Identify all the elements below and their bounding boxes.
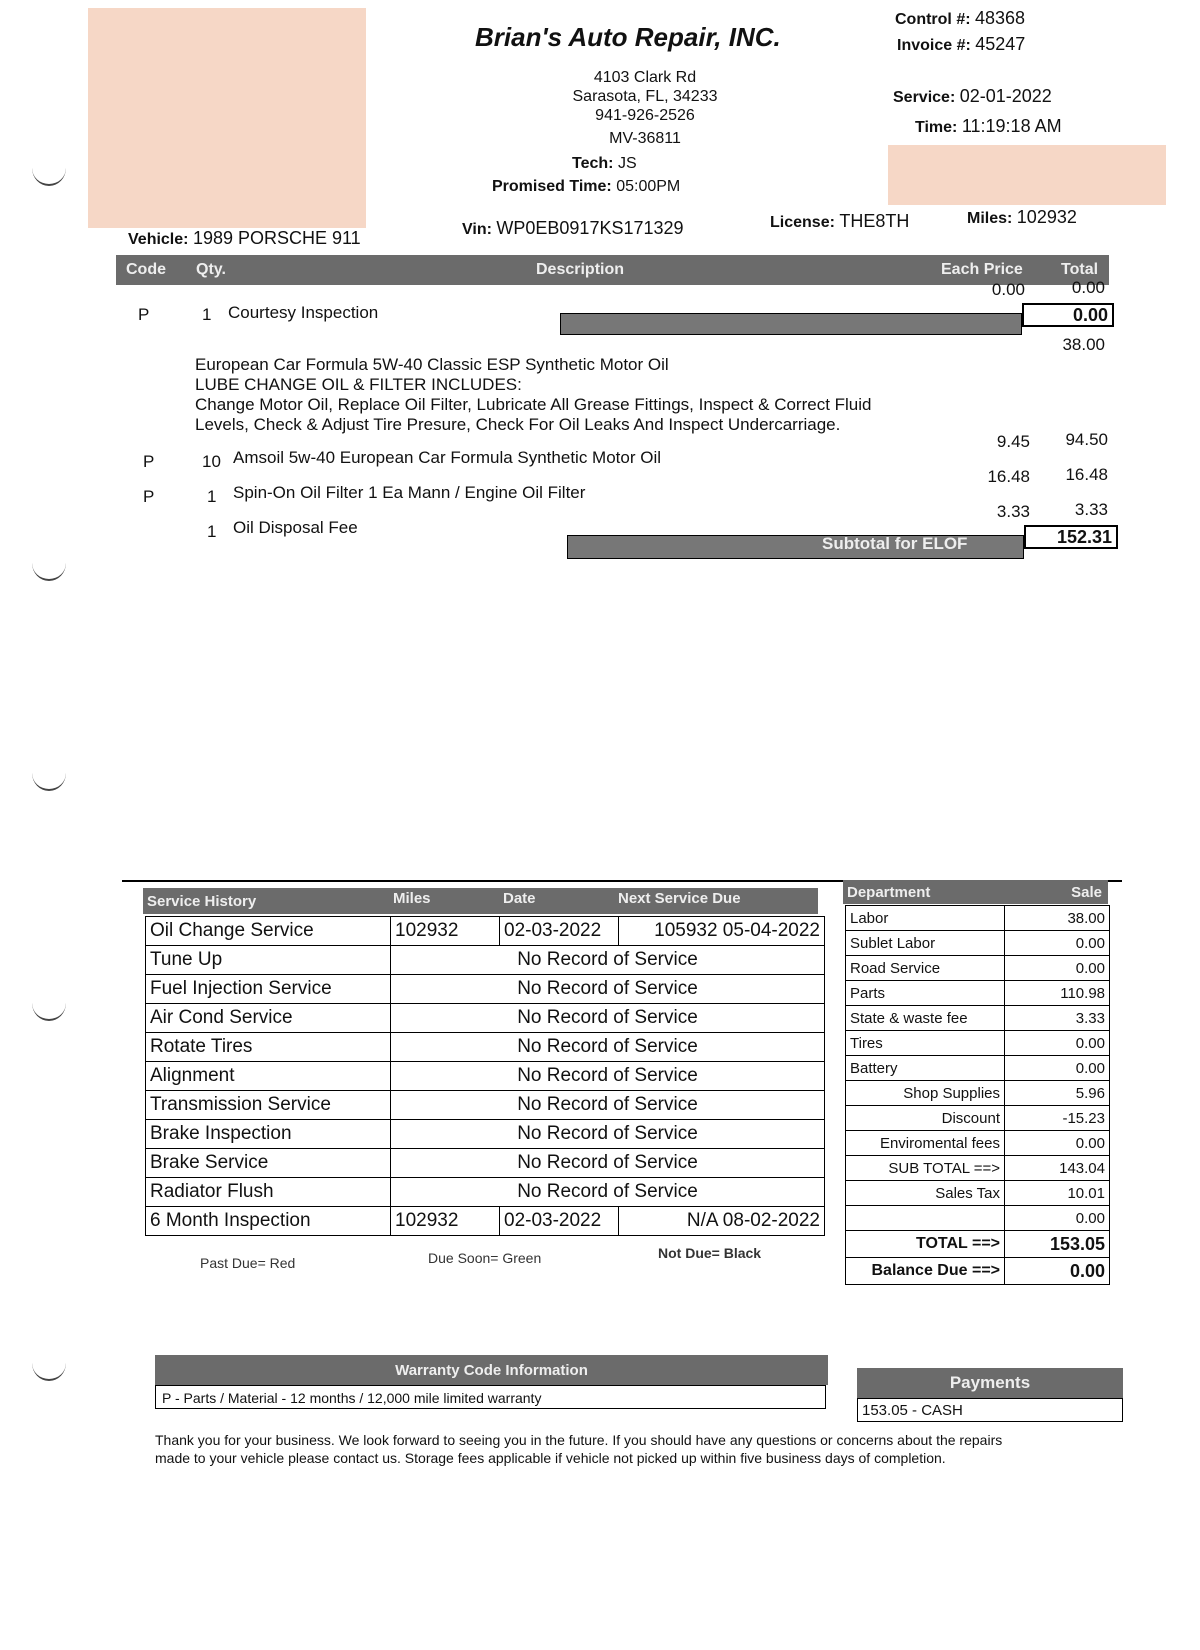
dept-name: Sublet Labor <box>846 931 1005 956</box>
item-desc: Oil Disposal Fee <box>233 518 358 537</box>
job-line-2: LUBE CHANGE OIL & FILTER INCLUDES: <box>195 375 522 394</box>
job-line-3: Change Motor Oil, Replace Oil Filter, Lubricate All Grease Fittings, Inspect & Correct Fluid <box>195 395 872 414</box>
legend-not-due: Not Due= Black <box>658 1245 762 1261</box>
warranty-header <box>155 1355 828 1385</box>
hist-name: 6 Month Inspection <box>146 1207 391 1236</box>
shop-name: Brian's Auto Repair, INC. <box>475 22 781 52</box>
balance-label: Balance Due ==> <box>846 1258 1005 1285</box>
item-desc: Spin-On Oil Filter 1 Ea Mann / Engine Oil Filter <box>233 483 586 502</box>
vin: Vin: WP0EB0917KS171329 <box>462 218 684 238</box>
line-total: 0.00 <box>1071 278 1105 297</box>
item-total: 16.48 <box>1065 465 1108 484</box>
hist-date: 02-03-2022 <box>500 917 619 946</box>
hist-name: Oil Change Service <box>146 917 391 946</box>
line-each: 0.00 <box>991 280 1025 299</box>
vehicle: Vehicle: 1989 PORSCHE 911 <box>128 228 361 248</box>
department-table <box>845 905 1110 1285</box>
miles: Miles: 102932 <box>967 207 1077 227</box>
dept-sale: 143.04 <box>1005 1156 1110 1181</box>
hist-none: No Record of Service <box>391 1062 825 1091</box>
table-row <box>146 1033 825 1062</box>
payments-title: Payments <box>949 1373 1031 1392</box>
redacted-customer-block <box>88 8 366 228</box>
table-row <box>846 1056 1110 1081</box>
dept-name: Tires <box>846 1031 1005 1056</box>
punch-hole <box>32 150 66 186</box>
invoice-number: Invoice #: 45247 <box>897 34 1026 54</box>
table-row <box>146 946 825 975</box>
dept-col-dept: Department <box>847 884 931 901</box>
hist-none: No Record of Service <box>391 1178 825 1207</box>
subtotal-value: 152.31 <box>1024 525 1118 549</box>
line-subtotal: 0.00 <box>1022 303 1114 327</box>
hist-next: N/A 08-02-2022 <box>619 1207 825 1236</box>
hist-none: No Record of Service <box>391 1120 825 1149</box>
payments-text-box <box>857 1398 1123 1422</box>
table-row <box>146 1062 825 1091</box>
table-row <box>146 1207 825 1236</box>
dept-sale: 110.98 <box>1005 981 1110 1006</box>
warranty-text-box <box>155 1385 826 1409</box>
address-line-1: 4103 Clark Rd <box>593 69 697 86</box>
service-history-header <box>143 888 818 914</box>
table-row <box>146 1178 825 1207</box>
line-subtotal-bar <box>560 313 1022 335</box>
table-row <box>846 1081 1110 1106</box>
total-row <box>846 1231 1110 1258</box>
item-each: 9.45 <box>996 432 1030 451</box>
hist-col-name: Service History <box>147 893 257 910</box>
hist-col-next: Next Service Due <box>618 890 741 907</box>
table-row <box>846 1031 1110 1056</box>
hist-none: No Record of Service <box>391 1033 825 1062</box>
balance-row <box>846 1258 1110 1285</box>
hist-none: No Record of Service <box>391 1004 825 1033</box>
hist-name: Air Cond Service <box>146 1004 391 1033</box>
table-row <box>846 1156 1110 1181</box>
item-qty: 10 <box>202 452 221 471</box>
service-history-table <box>145 916 825 1236</box>
dept-sale: 0.00 <box>1005 956 1110 981</box>
dept-sale: 0.00 <box>1005 931 1110 956</box>
dept-sale: 38.00 <box>1005 906 1110 931</box>
table-row <box>846 1206 1110 1231</box>
total-value: 153.05 <box>1005 1231 1110 1258</box>
item-desc: Amsoil 5w-40 European Car Formula Synthetic Motor Oil <box>233 448 661 467</box>
col-description: Description <box>536 261 625 278</box>
table-row <box>846 956 1110 981</box>
hist-col-miles: Miles <box>393 890 431 907</box>
table-row <box>146 975 825 1004</box>
dept-name: Battery <box>846 1056 1005 1081</box>
warranty-title: Warranty Code Information <box>395 1362 588 1379</box>
license: License: THE8TH <box>770 211 910 231</box>
punch-hole <box>32 545 66 581</box>
warranty-text: P - Parts / Material - 12 months / 12,000 mile limited warranty <box>162 1390 542 1406</box>
item-code: P <box>143 487 155 506</box>
hist-none: No Record of Service <box>391 975 825 1004</box>
line-desc: Courtesy Inspection <box>228 303 379 322</box>
hist-name: Transmission Service <box>146 1091 391 1120</box>
hist-none: No Record of Service <box>391 946 825 975</box>
line-qty: 1 <box>202 305 212 324</box>
dept-name: Sales Tax <box>846 1181 1005 1206</box>
hist-name: Radiator Flush <box>146 1178 391 1207</box>
hist-name: Tune Up <box>146 946 391 975</box>
table-row <box>846 1131 1110 1156</box>
job-line-4: Levels, Check & Adjust Tire Presure, Check For Oil Leaks And Inspect Undercarriage. <box>195 415 841 434</box>
dept-sale: 5.96 <box>1005 1081 1110 1106</box>
shop-phone: 941-926-2526 <box>595 107 695 124</box>
mv-number: MV-36811 <box>609 130 681 147</box>
redacted-customer-contact <box>888 145 1166 205</box>
service-date: Service: 02-01-2022 <box>893 86 1052 106</box>
dept-name: Labor <box>846 906 1005 931</box>
hist-name: Brake Inspection <box>146 1120 391 1149</box>
dept-name: State & waste fee <box>846 1006 1005 1031</box>
dept-sale: -15.23 <box>1005 1106 1110 1131</box>
dept-sale: 0.00 <box>1005 1056 1110 1081</box>
table-row <box>846 906 1110 931</box>
promised-time: Promised Time: 05:00PM <box>492 178 681 195</box>
item-total: 3.33 <box>1074 500 1108 519</box>
dept-sale: 0.00 <box>1005 1206 1110 1231</box>
job-line-1: European Car Formula 5W-40 Classic ESP Synthetic Motor Oil <box>195 355 669 374</box>
dept-name: Discount <box>846 1106 1005 1131</box>
table-row <box>846 1106 1110 1131</box>
legend-due-soon: Due Soon= Green <box>428 1250 542 1266</box>
dept-name <box>846 1206 1005 1231</box>
footer-line-2: made to your vehicle please contact us. Storage fees applicable if vehicle not picked up within five business days of completion. <box>155 1450 946 1466</box>
job-labor-amount: 38.00 <box>1062 335 1105 354</box>
dept-sale: 3.33 <box>1005 1006 1110 1031</box>
hist-name: Brake Service <box>146 1149 391 1178</box>
control-number: Control #: 48368 <box>895 8 1026 28</box>
punch-hole <box>32 755 66 791</box>
item-total: 94.50 <box>1065 430 1108 449</box>
punch-hole <box>32 1345 66 1381</box>
dept-name: Enviromental fees <box>846 1131 1005 1156</box>
dept-sale: 0.00 <box>1005 1031 1110 1056</box>
tech: Tech: JS <box>572 155 637 172</box>
col-qty: Qty. <box>196 261 226 278</box>
legend-past-due: Past Due= Red <box>200 1255 296 1271</box>
hist-col-date: Date <box>503 890 536 907</box>
hist-name: Alignment <box>146 1062 391 1091</box>
service-time: Time: 11:19:18 AM <box>915 116 1062 136</box>
table-row <box>846 1181 1110 1206</box>
table-row <box>846 1006 1110 1031</box>
hist-date: 02-03-2022 <box>500 1207 619 1236</box>
item-each: 16.48 <box>987 467 1030 486</box>
subtotal-label: Subtotal for ELOF <box>822 534 968 553</box>
line-code: P <box>138 305 150 324</box>
table-row <box>146 1091 825 1120</box>
hist-none: No Record of Service <box>391 1149 825 1178</box>
table-row <box>146 1120 825 1149</box>
dept-name: Shop Supplies <box>846 1081 1005 1106</box>
dept-name: Parts <box>846 981 1005 1006</box>
table-row <box>846 981 1110 1006</box>
hist-miles: 102932 <box>391 917 500 946</box>
table-row <box>846 931 1110 956</box>
item-qty: 1 <box>207 522 217 541</box>
hist-next: 105932 05-04-2022 <box>619 917 825 946</box>
punch-hole <box>32 985 66 1021</box>
payments-header <box>857 1368 1123 1398</box>
total-label: TOTAL ==> <box>846 1231 1005 1258</box>
col-total: Total <box>1061 261 1099 278</box>
hist-name: Rotate Tires <box>146 1033 391 1062</box>
dept-name: Road Service <box>846 956 1005 981</box>
dept-sale: 0.00 <box>1005 1131 1110 1156</box>
item-each: 3.33 <box>996 502 1030 521</box>
table-row <box>146 1004 825 1033</box>
item-code: P <box>143 452 155 471</box>
col-each-price: Each Price <box>941 261 1023 278</box>
address-line-2: Sarasota, FL, 34233 <box>572 88 718 105</box>
col-code: Code <box>126 261 166 278</box>
hist-name: Fuel Injection Service <box>146 975 391 1004</box>
payments-text: 153.05 - CASH <box>862 1402 963 1419</box>
department-header <box>843 880 1108 904</box>
dept-col-sale: Sale <box>1071 884 1102 901</box>
balance-value: 0.00 <box>1005 1258 1110 1285</box>
hist-none: No Record of Service <box>391 1091 825 1120</box>
hist-miles: 102932 <box>391 1207 500 1236</box>
shop-address <box>560 68 730 148</box>
dept-sale: 10.01 <box>1005 1181 1110 1206</box>
table-row <box>146 1149 825 1178</box>
footer-line-1: Thank you for your business. We look forward to seeing you in the future. If you should have any questions or concerns about the repairs <box>155 1432 1003 1448</box>
dept-name: SUB TOTAL ==> <box>846 1156 1005 1181</box>
item-qty: 1 <box>207 487 217 506</box>
table-row <box>146 917 825 946</box>
